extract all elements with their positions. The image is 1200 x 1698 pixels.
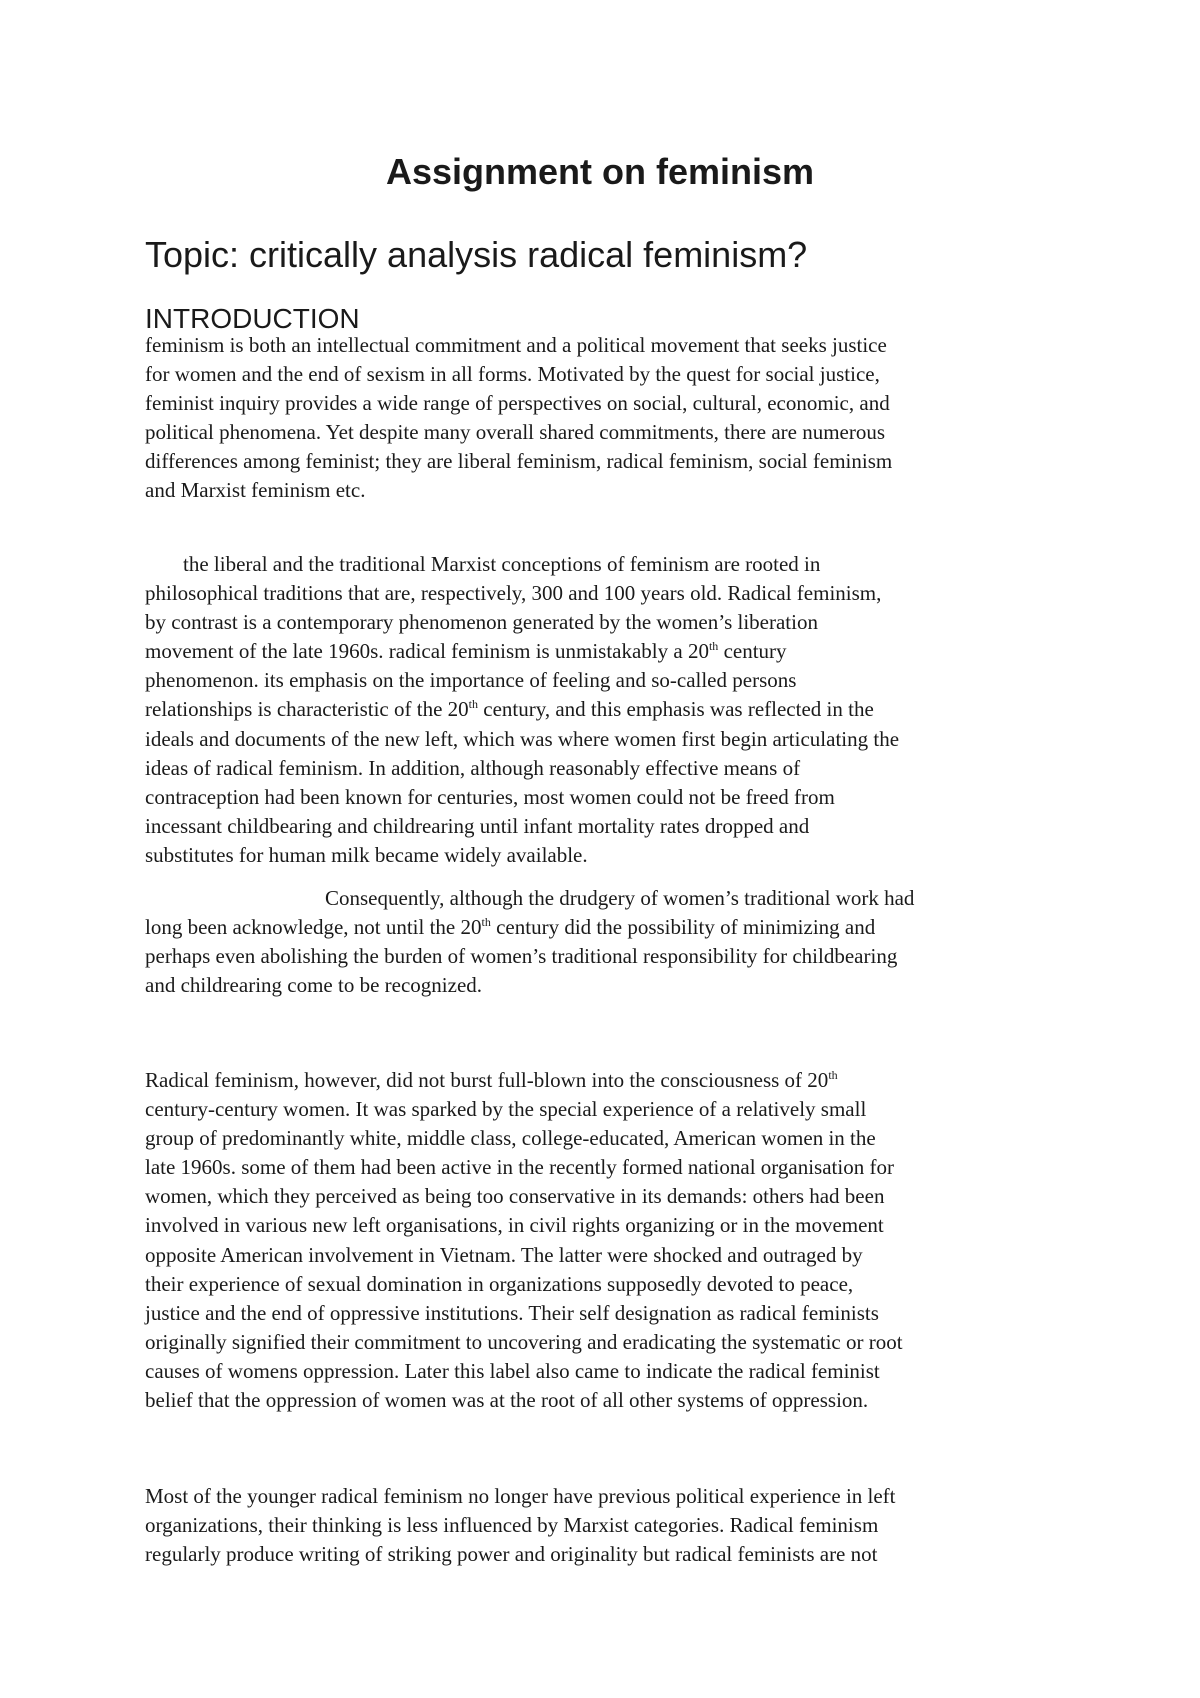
paragraph-line: perhaps even abolishing the burden of women’s traditional responsibility for childbearing xyxy=(145,944,898,969)
paragraph-line: for women and the end of sexism in all forms. Motivated by the quest for social justice, xyxy=(145,362,880,387)
paragraph-line: Most of the younger radical feminism no longer have previous political experience in left xyxy=(145,1484,896,1508)
paragraph-line: contraception had been known for centuries, most women could not be freed from xyxy=(145,784,835,809)
ordinal-suffix: th xyxy=(468,697,478,712)
paragraph-3 xyxy=(145,884,1075,1000)
paragraph-line: belief that the oppression of women was at the root of all other systems of oppression. xyxy=(145,1388,869,1413)
paragraph-line xyxy=(145,695,1075,724)
paragraph-line: substitutes for human milk became widely available. xyxy=(145,842,588,867)
ordinal-suffix: th xyxy=(828,1068,838,1082)
line-text: relationships is characteristic of the 20 xyxy=(145,697,469,722)
paragraph-line: and Marxist feminism etc. xyxy=(145,478,366,503)
topic-heading: Topic: critically analysis radical feminism? xyxy=(145,234,808,275)
paragraph-line: opposite American involvement in Vietnam. The latter were shocked and outraged by xyxy=(145,1242,863,1267)
paragraph-line: Consequently, although the drudgery of women’s traditional work had xyxy=(325,886,915,910)
paragraph-5 xyxy=(145,1482,1075,1569)
paragraph-4 xyxy=(145,1066,1075,1415)
paragraph-line: feminism is both an intellectual commitment and a political movement that seeks justice xyxy=(145,333,887,357)
line-text: Radical feminism, however, did not burst full-blown into the consciousness of 20 xyxy=(145,1068,829,1092)
ordinal-suffix: th xyxy=(708,639,719,654)
paragraph-line: century-century women. It was sparked by the special experience of a relatively small xyxy=(145,1097,867,1122)
paragraph-line: women, which they perceived as being too conservative in its demands: others had been xyxy=(145,1184,885,1209)
paragraph-line xyxy=(145,637,1075,666)
line-text: century xyxy=(718,639,787,664)
paragraph-line: organizations, their thinking is less influenced by Marxist categories. Radical feminism xyxy=(145,1513,879,1538)
paragraph-line: group of predominantly white, middle class, college-educated, American women in the xyxy=(145,1126,876,1151)
paragraph-line: and childrearing come to be recognized. xyxy=(145,973,483,998)
paragraph-line: involved in various new left organisations, in civil rights organizing or in the movement xyxy=(145,1213,884,1238)
paragraph-line: ideas of radical feminism. In addition, although reasonably effective means of xyxy=(145,755,801,780)
line-text: long been acknowledge, not until the 20 xyxy=(145,915,482,940)
paragraph-line: originally signified their commitment to uncovering and eradicating the systematic or root xyxy=(145,1329,903,1354)
paragraph-line: incessant childbearing and childrearing until infant mortality rates dropped and xyxy=(145,813,810,838)
paragraph-line: causes of womens oppression. Later this label also came to indicate the radical feminist xyxy=(145,1358,880,1383)
paragraph-line: regularly produce writing of striking power and originality but radical feminists are not xyxy=(145,1542,878,1567)
paragraph-line: phenomenon. its emphasis on the importance of feeling and so-called persons xyxy=(145,668,797,693)
paragraph-line: differences among feminist; they are liberal feminism, radical feminism, social feminism xyxy=(145,449,893,474)
paragraph-line: by contrast is a contemporary phenomenon generated by the women’s liberation xyxy=(145,610,818,635)
paragraph-line xyxy=(145,913,1075,942)
line-text: century, and this emphasis was reflected in the xyxy=(478,697,874,722)
line-text: movement of the late 1960s. radical feminism is unmistakably a 20 xyxy=(145,639,709,664)
paragraph-line: the liberal and the traditional Marxist conceptions of feminism are rooted in xyxy=(183,552,821,576)
paragraph-line: philosophical traditions that are, respectively, 300 and 100 years old. Radical feminism, xyxy=(145,581,882,606)
paragraph-line: late 1960s. some of them had been active in the recently formed national organisation for xyxy=(145,1155,894,1180)
line-text: century did the possibility of minimizing and xyxy=(490,915,876,940)
paragraph-line xyxy=(145,1066,1075,1095)
paragraph-line: their experience of sexual domination in organizations supposedly devoted to peace, xyxy=(145,1271,854,1296)
paragraph-2 xyxy=(145,550,1075,870)
ordinal-suffix: th xyxy=(481,915,491,930)
paragraph-line: feminist inquiry provides a wide range of perspectives on social, cultural, economic, and xyxy=(145,391,890,416)
section-heading-introduction: INTRODUCTION xyxy=(145,303,360,334)
paragraph-1 xyxy=(145,331,1075,506)
document-title: Assignment on feminism xyxy=(385,151,815,192)
paragraph-line: political phenomena. Yet despite many overall shared commitments, there are numerous xyxy=(145,420,886,445)
paragraph-line: ideals and documents of the new left, which was where women first begin articulating the xyxy=(145,726,900,751)
paragraph-line: justice and the end of oppressive institutions. Their self designation as radical feminists xyxy=(145,1300,879,1325)
